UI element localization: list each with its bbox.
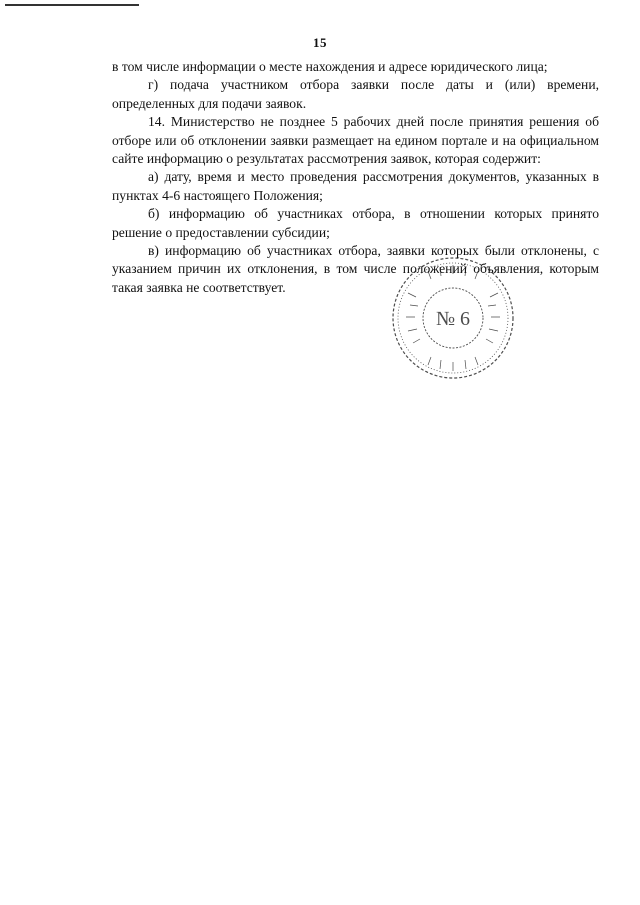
paragraph-continuation: в том числе информации о месте нахождения и адресе юридического лица; bbox=[112, 59, 548, 74]
paragraph-item-v: в) информацию об участниках отбора, заявки которых были отклонены, с указанием причин их отклонения, в том числе положений объявления, которым такая заявка не соответствует. bbox=[112, 243, 599, 295]
stamp-label: № 6 bbox=[435, 308, 471, 330]
paragraph-item-b: б) информацию об участниках отбора, в отношении которых принято решение о предоставлении субсидии; bbox=[112, 206, 599, 240]
document-body bbox=[112, 58, 599, 297]
paragraph-item-a: а) дату, время и место проведения рассмотрения документов, указанных в пунктах 4-6 настоящего Положения; bbox=[112, 169, 599, 203]
top-rule bbox=[5, 4, 139, 6]
paragraph-item-g: г) подача участником отбора заявки после даты и (или) времени, определенных для подачи заявок. bbox=[112, 77, 599, 111]
official-stamp bbox=[388, 253, 518, 383]
page-number: 15 bbox=[313, 35, 327, 50]
paragraph-clause-14: 14. Министерство не позднее 5 рабочих дней после принятия решения об отборе или об отклонении заявки размещает на едином портале и на официальном сайте информацию о результатах рассмотрения заявок, которая содержит: bbox=[112, 114, 599, 167]
